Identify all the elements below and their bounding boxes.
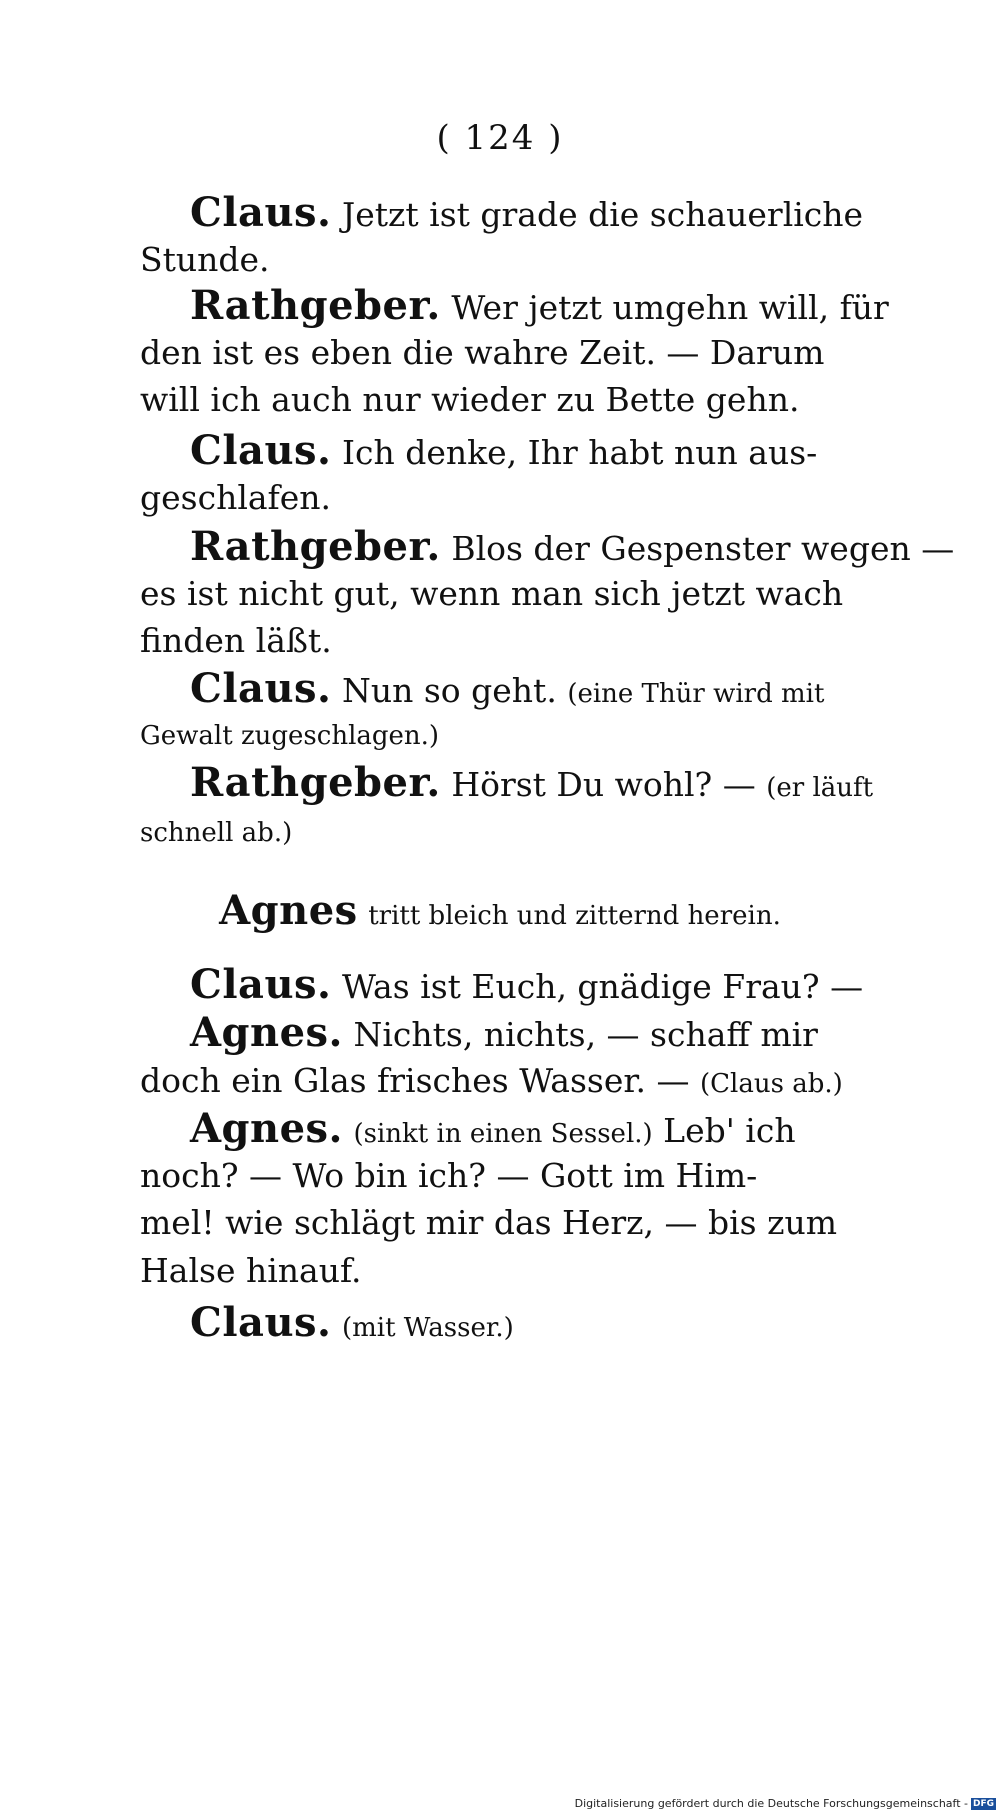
speaker-name: Rathgeber. [190, 282, 441, 329]
dialogue-text: Hörst Du wohl? — [451, 765, 756, 804]
dialogue-line [190, 962, 920, 1010]
dialogue-text: will ich auch nur wieder zu Bette gehn. [140, 380, 800, 419]
dialogue-line [140, 377, 870, 423]
speaker-name: Rathgeber. [190, 759, 441, 806]
dialogue-line [190, 190, 920, 238]
dialogue-text: den ist es eben die wahre Zeit. — Darum [140, 333, 825, 372]
dialogue-line [190, 1010, 920, 1058]
dialogue-line [190, 1106, 920, 1157]
dialogue-line [140, 475, 870, 521]
dialogue-line [140, 618, 870, 664]
dialogue-text: Stunde. [140, 240, 270, 279]
dialogue-line [190, 283, 920, 331]
speaker-name: Claus. [190, 189, 332, 236]
dialogue-text: geschlafen. [140, 478, 332, 517]
footer-text: Digitalisierung gefördert durch die Deutsche Forschungsgemeinschaft - [574, 1797, 968, 1810]
dialogue-text: finden läßt. [140, 621, 332, 660]
dialogue-line [140, 1248, 870, 1294]
dialogue-line [140, 1153, 870, 1199]
stage-direction: (Claus ab.) [699, 1069, 843, 1099]
dialogue-line [190, 1300, 920, 1351]
speaker-name: Rathgeber. [190, 523, 441, 570]
stage-direction: schnell ab.) [140, 818, 293, 848]
dialogue-text: Halse hinauf. [140, 1251, 362, 1290]
dialogue-line [140, 571, 870, 617]
dialogue-text: Nun so geht. [341, 671, 557, 710]
dialogue-line [190, 523, 955, 572]
dialogue-text: mel! wie schlägt mir das Herz, — bis zum [140, 1203, 838, 1242]
speaker-name: Agnes. [190, 1105, 343, 1152]
speaker-name: Agnes. [190, 1009, 343, 1056]
stage-direction: tritt bleich und zitternd herein. [368, 901, 781, 931]
dialogue-line [140, 1200, 870, 1246]
stage-direction: (sinkt in einen Sessel.) [353, 1119, 653, 1149]
dialogue-text: Nichts, nichts, — schaff mir [353, 1015, 818, 1054]
dialogue-text: Ich denke, Ihr habt nun aus- [341, 433, 818, 472]
dialogue-line [140, 1058, 870, 1107]
dialogue-text: Wer jetzt umgehn will, für [451, 288, 889, 327]
dialogue-text: noch? — Wo bin ich? — Gott im Him- [140, 1156, 758, 1195]
dialogue-line [140, 330, 870, 376]
dfg-logo: DFG [972, 1798, 994, 1809]
digitization-footer [575, 1797, 996, 1810]
dialogue-line [190, 428, 920, 476]
speaker-name: Claus. [190, 961, 332, 1008]
dialogue-text: Jetzt ist grade die schauerliche [341, 195, 864, 234]
dialogue-line [190, 760, 920, 811]
stage-direction: (eine Thür wird mit [567, 679, 825, 709]
entrance-direction [0, 888, 1000, 939]
dialogue-text: es ist nicht gut, wenn man sich jetzt wach [140, 574, 844, 613]
dialogue-line [140, 710, 870, 759]
speaker-name: Agnes [219, 887, 358, 934]
page-number: ( 124 ) [436, 118, 564, 158]
speaker-name: Claus. [190, 1299, 332, 1346]
speaker-name: Claus. [190, 427, 332, 474]
dialogue-text: doch ein Glas frisches Wasser. — [140, 1061, 690, 1100]
dialogue-line [140, 807, 870, 856]
dialogue-text: Blos der Gespenster wegen — [451, 529, 955, 568]
stage-direction: Gewalt zugeschlagen.) [140, 721, 440, 751]
dialogue-text: Was ist Euch, gnädige Frau? — [341, 967, 864, 1006]
speaker-name: Claus. [190, 665, 332, 712]
dialogue-line [140, 237, 870, 283]
stage-direction: (er läuft [766, 773, 874, 803]
stage-direction: (mit Wasser.) [341, 1313, 514, 1343]
dialogue-text: Leb' ich [663, 1111, 796, 1150]
